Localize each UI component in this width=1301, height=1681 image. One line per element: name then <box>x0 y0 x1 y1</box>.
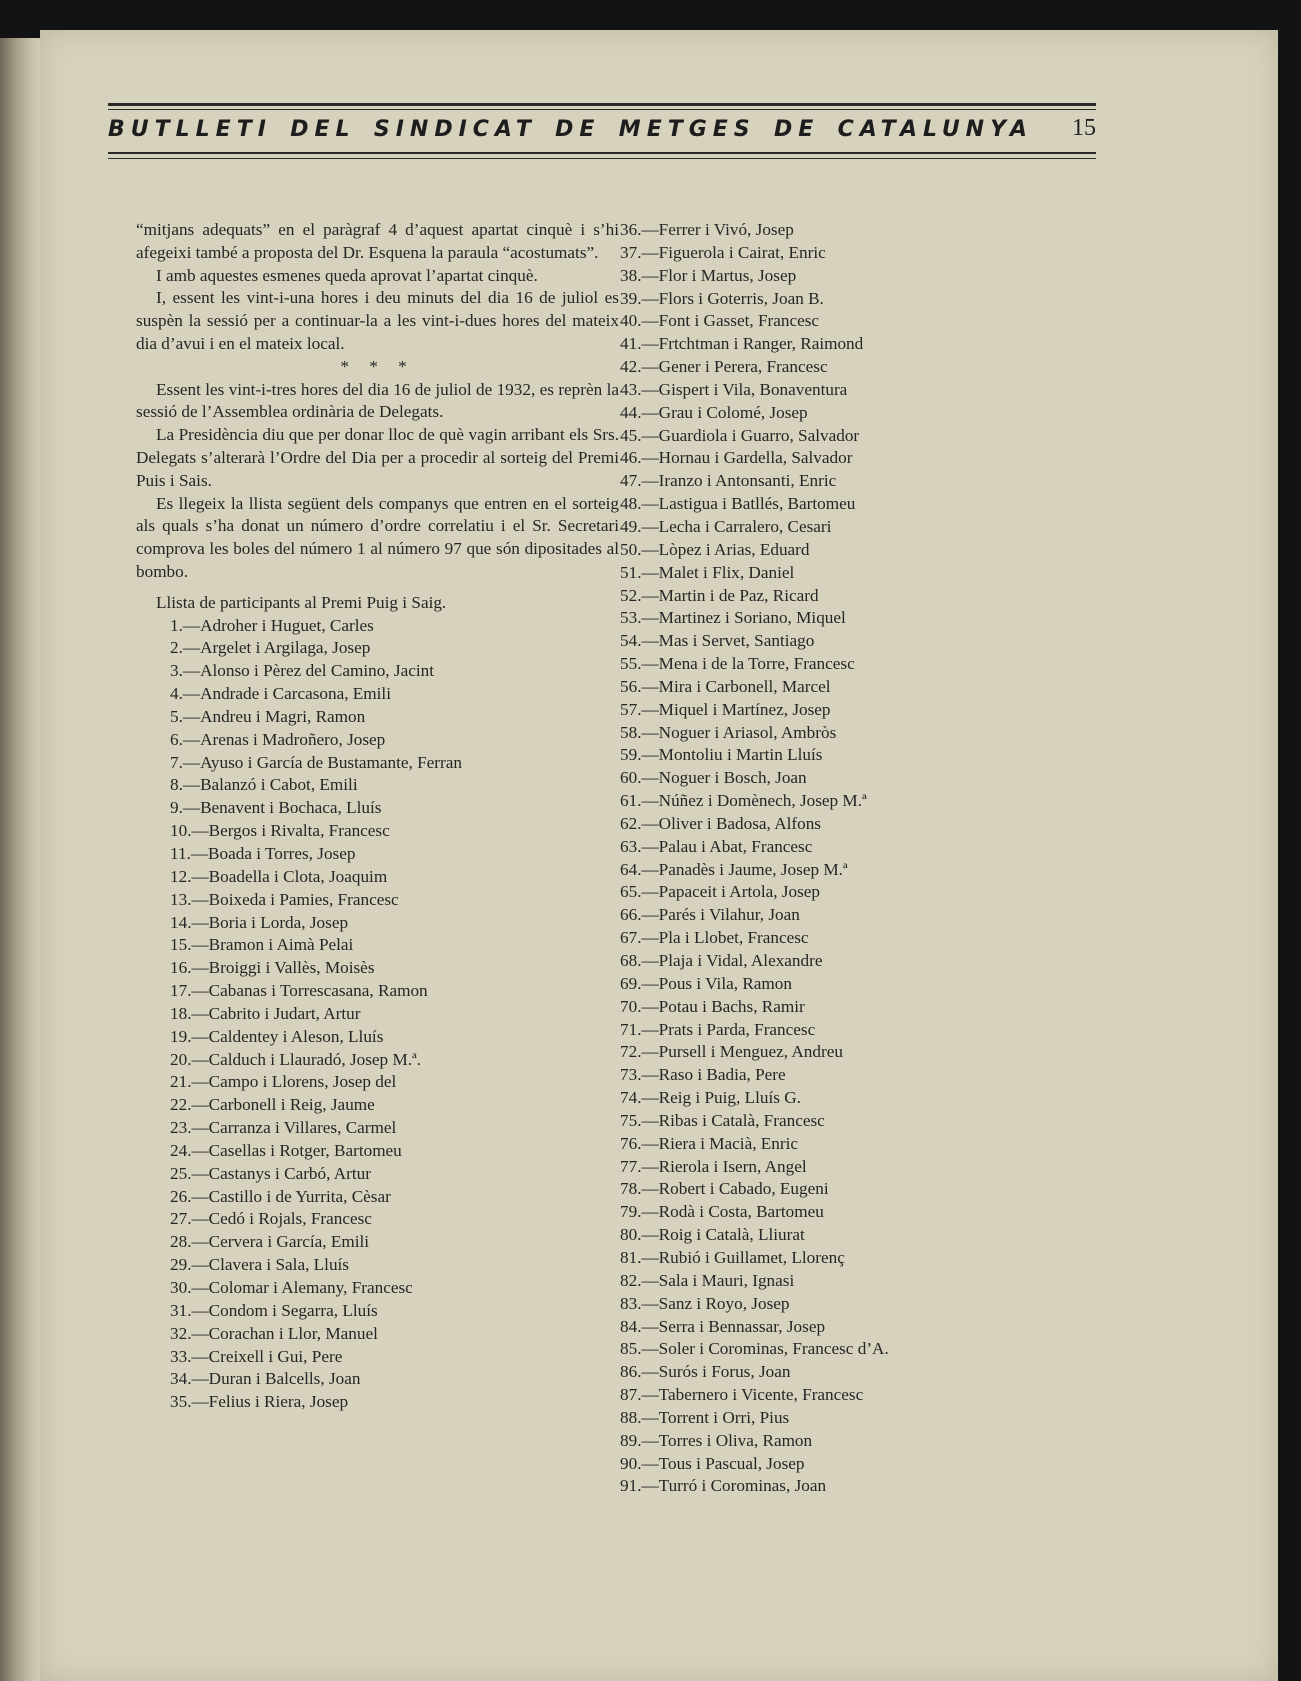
section-separator: * * * <box>340 356 415 376</box>
list-item: 68.—Plaja i Vidal, Alexandre <box>620 951 823 970</box>
list-item: 82.—Sala i Mauri, Ignasi <box>620 1270 795 1290</box>
title-word: METGES <box>618 117 756 142</box>
list-item: 75.—Ribas i Català, Francesc <box>620 1110 825 1130</box>
participant-list-left <box>170 615 619 1415</box>
list-item: 3.—Alonso i Pèrez del Camino, Jacint <box>170 661 434 681</box>
paragraph: La Presidència diu que per donar lloc de què vagin arribant els Srs. Delegats s’alterarà l’Ordre del Dia per a procedir al sorteig del Premi Puis i Sais. <box>136 425 619 490</box>
list-item: 28.—Cervera i García, Emili <box>170 1232 370 1252</box>
list-item: 13.—Boixeda i Pamies, Francesc <box>170 889 399 909</box>
list-item: 55.—Mena i de la Torre, Francesc <box>620 654 855 674</box>
list-item: 56.—Mira i Carbonell, Marcel <box>620 676 831 696</box>
list-item: 26.—Castillo i de Yurrita, Cèsar <box>170 1186 391 1206</box>
list-item: 24.—Casellas i Rotger, Bartomeu <box>170 1140 402 1160</box>
paragraph: I amb aquestes esmenes queda aprovat l’apartat cinquè. <box>156 265 538 285</box>
list-item: 66.—Parés i Vilahur, Joan <box>620 905 800 925</box>
list-item: 70.—Potau i Bachs, Ramir <box>620 996 805 1016</box>
list-item: 79.—Rodà i Costa, Bartomeu <box>620 1202 824 1222</box>
list-item: 12.—Boadella i Clota, Joaquim <box>170 866 388 886</box>
list-item: 61.—Núñez i Domènech, Josep M.ª <box>620 791 867 811</box>
list-item: 23.—Carranza i Villares, Carmel <box>170 1118 397 1138</box>
list-item: 89.—Torres i Oliva, Ramon <box>620 1430 813 1450</box>
header-rule-bottom-thin <box>108 158 1096 159</box>
list-item: 65.—Papaceit i Artola, Josep <box>620 882 821 902</box>
title-word: DEL <box>290 117 356 142</box>
list-item: 40.—Font i Gasset, Francesc <box>620 311 820 331</box>
list-item: 48.—Lastigua i Batllés, Bartomeu <box>620 494 856 514</box>
list-item: 43.—Gispert i Vila, Bonaventura <box>620 379 848 399</box>
list-item: 39.—Flors i Goterris, Joan B. <box>620 288 824 308</box>
list-item: 22.—Carbonell i Reig, Jaume <box>170 1095 375 1115</box>
list-item: 32.—Corachan i Llor, Manuel <box>170 1323 378 1343</box>
title-word: BUTLLETI <box>108 117 272 142</box>
list-item: 49.—Lecha i Carralero, Cesari <box>620 516 832 536</box>
header-rule-top <box>108 103 1096 106</box>
list-item: 36.—Ferrer i Vivó, Josep <box>620 220 794 239</box>
list-item: 91.—Turró i Corominas, Joan <box>620 1476 827 1496</box>
list-item: 67.—Pla i Llobet, Francesc <box>620 928 809 948</box>
book-spine-edge <box>0 38 44 1681</box>
list-item: 83.—Sanz i Royo, Josep <box>620 1293 790 1313</box>
paragraph: I, essent les vint-i-una hores i deu minuts del dia 16 de juliol es suspèn la sessió per a continuar-la a les vint-i-dues hores del mateix dia d’avui i en el mateix local. <box>136 288 619 353</box>
header-rule-bottom <box>108 152 1096 154</box>
list-item: 90.—Tous i Pascual, Josep <box>620 1453 805 1473</box>
journal-title <box>108 117 1096 142</box>
list-item: 72.—Pursell i Menguez, Andreu <box>620 1042 843 1062</box>
list-item: 11.—Boada i Torres, Josep <box>170 843 356 863</box>
list-item: 9.—Benavent i Bochaca, Lluís <box>170 798 382 818</box>
list-item: 17.—Cabanas i Torrescasana, Ramon <box>170 981 428 1001</box>
list-item: 25.—Castanys i Carbó, Artur <box>170 1163 371 1183</box>
list-item: 63.—Palau i Abat, Francesc <box>620 836 813 856</box>
list-item: 64.—Panadès i Jaume, Josep M.ª <box>620 859 848 879</box>
list-item: 5.—Andreu i Magri, Ramon <box>170 706 366 726</box>
list-title: Llista de participants al Premi Puig i Saig. <box>156 592 447 612</box>
list-item: 47.—Iranzo i Antonsanti, Enric <box>620 471 837 491</box>
list-item: 14.—Boria i Lorda, Josep <box>170 912 349 932</box>
title-word: CATALUNYA <box>837 117 1033 142</box>
list-item: 16.—Broiggi i Vallès, Moisès <box>170 958 375 978</box>
list-item: 30.—Colomar i Alemany, Francesc <box>170 1278 413 1298</box>
list-item: 69.—Pous i Vila, Ramon <box>620 973 792 993</box>
list-item: 77.—Rierola i Isern, Angel <box>620 1156 807 1176</box>
list-item: 19.—Caldentey i Aleson, Lluís <box>170 1026 384 1046</box>
list-item: 38.—Flor i Martus, Josep <box>620 265 797 285</box>
list-item: 1.—Adroher i Huguet, Carles <box>170 615 374 635</box>
list-item: 37.—Figuerola i Cairat, Enric <box>620 242 826 262</box>
right-column <box>620 219 1050 1498</box>
paragraph: “mitjans adequats” en el paràgraf 4 d’aquest apartat cinquè i s’hi afegeixi també a proposta del Dr. Esquena la paraula “acostumats”. <box>136 220 619 262</box>
list-item: 73.—Raso i Badia, Pere <box>620 1065 786 1085</box>
list-item: 6.—Arenas i Madroñero, Josep <box>170 729 386 749</box>
list-item: 62.—Oliver i Badosa, Alfons <box>620 813 821 833</box>
list-item: 31.—Condom i Segarra, Lluís <box>170 1300 378 1320</box>
list-item: 71.—Prats i Parda, Francesc <box>620 1019 816 1039</box>
list-item: 10.—Bergos i Rivalta, Francesc <box>170 821 390 841</box>
list-item: 78.—Robert i Cabado, Eugeni <box>620 1179 829 1199</box>
journal-title-words <box>108 117 1033 142</box>
list-item: 34.—Duran i Balcells, Joan <box>170 1369 361 1389</box>
list-item: 87.—Tabernero i Vicente, Francesc <box>620 1385 864 1405</box>
list-item: 44.—Grau i Colomé, Josep <box>620 402 808 422</box>
running-header <box>108 103 1096 163</box>
list-item: 57.—Miquel i Martínez, Josep <box>620 699 831 719</box>
list-item: 2.—Argelet i Argilaga, Josep <box>170 638 371 658</box>
list-item: 58.—Noguer i Ariasol, Ambròs <box>620 722 837 742</box>
list-item: 45.—Guardiola i Guarro, Salvador <box>620 425 860 445</box>
list-item: 59.—Montoliu i Martin Lluís <box>620 745 823 765</box>
list-item: 84.—Serra i Bennassar, Josep <box>620 1316 826 1336</box>
paragraph: Es llegeix la llista següent dels companys que entren en el sorteig als quals s’ha donat un número d’ordre correlatiu i el Sr. Secretari comprova les boles del número 1 al número 97 que són dipositades al bombo. <box>136 493 619 581</box>
list-item: 8.—Balanzó i Cabot, Emili <box>170 775 358 795</box>
list-item: 29.—Clavera i Sala, Lluís <box>170 1255 350 1275</box>
list-item: 41.—Frtchtman i Ranger, Raimond <box>620 334 864 354</box>
list-item: 52.—Martin i de Paz, Ricard <box>620 585 819 605</box>
title-word: SINDICAT <box>373 117 537 142</box>
header-rule-top-thin <box>108 109 1096 110</box>
list-item: 54.—Mas i Servet, Santiago <box>620 631 815 651</box>
list-item: 74.—Reig i Puig, Lluís G. <box>620 1088 801 1108</box>
list-item: 20.—Calduch i Llauradó, Josep M.ª. <box>170 1049 422 1069</box>
left-column <box>136 219 619 1414</box>
list-item: 80.—Roig i Català, Lliurat <box>620 1225 805 1245</box>
list-item: 88.—Torrent i Orri, Pius <box>620 1407 790 1427</box>
list-item: 33.—Creixell i Gui, Pere <box>170 1346 343 1366</box>
list-item: 21.—Campo i Llorens, Josep del <box>170 1072 397 1092</box>
list-item: 4.—Andrade i Carcasona, Emili <box>170 684 391 704</box>
list-item: 46.—Hornau i Gardella, Salvador <box>620 448 853 468</box>
list-item: 42.—Gener i Perera, Francesc <box>620 357 828 377</box>
list-item: 86.—Surós i Forus, Joan <box>620 1362 791 1382</box>
list-item: 27.—Cedó i Rojals, Francesc <box>170 1209 372 1229</box>
list-item: 7.—Ayuso i García de Bustamante, Ferran <box>170 752 462 772</box>
title-word: DE <box>555 117 601 142</box>
paragraph: Essent les vint-i-tres hores del dia 16 de juliol de 1932, es reprèn la sessió de l’Assemblea ordinària de Delegats. <box>136 379 619 422</box>
page-number: 15 <box>1072 115 1096 141</box>
list-item: 85.—Soler i Corominas, Francesc d’A. <box>620 1339 889 1359</box>
list-item: 15.—Bramon i Aimà Pelai <box>170 935 354 955</box>
list-item: 50.—Lòpez i Arias, Eduard <box>620 539 810 559</box>
list-item: 60.—Noguer i Bosch, Joan <box>620 768 807 788</box>
list-item: 35.—Felius i Riera, Josep <box>170 1392 349 1412</box>
list-item: 81.—Rubió i Guillamet, Llorenç <box>620 1247 845 1267</box>
list-item: 53.—Martinez i Soriano, Miquel <box>620 608 846 628</box>
list-item: 51.—Malet i Flix, Daniel <box>620 562 795 582</box>
list-item: 18.—Cabrito i Judart, Artur <box>170 1003 361 1023</box>
participant-list-right <box>620 219 1050 1498</box>
list-item: 76.—Riera i Macià, Enric <box>620 1133 799 1153</box>
title-word: DE <box>773 117 820 142</box>
